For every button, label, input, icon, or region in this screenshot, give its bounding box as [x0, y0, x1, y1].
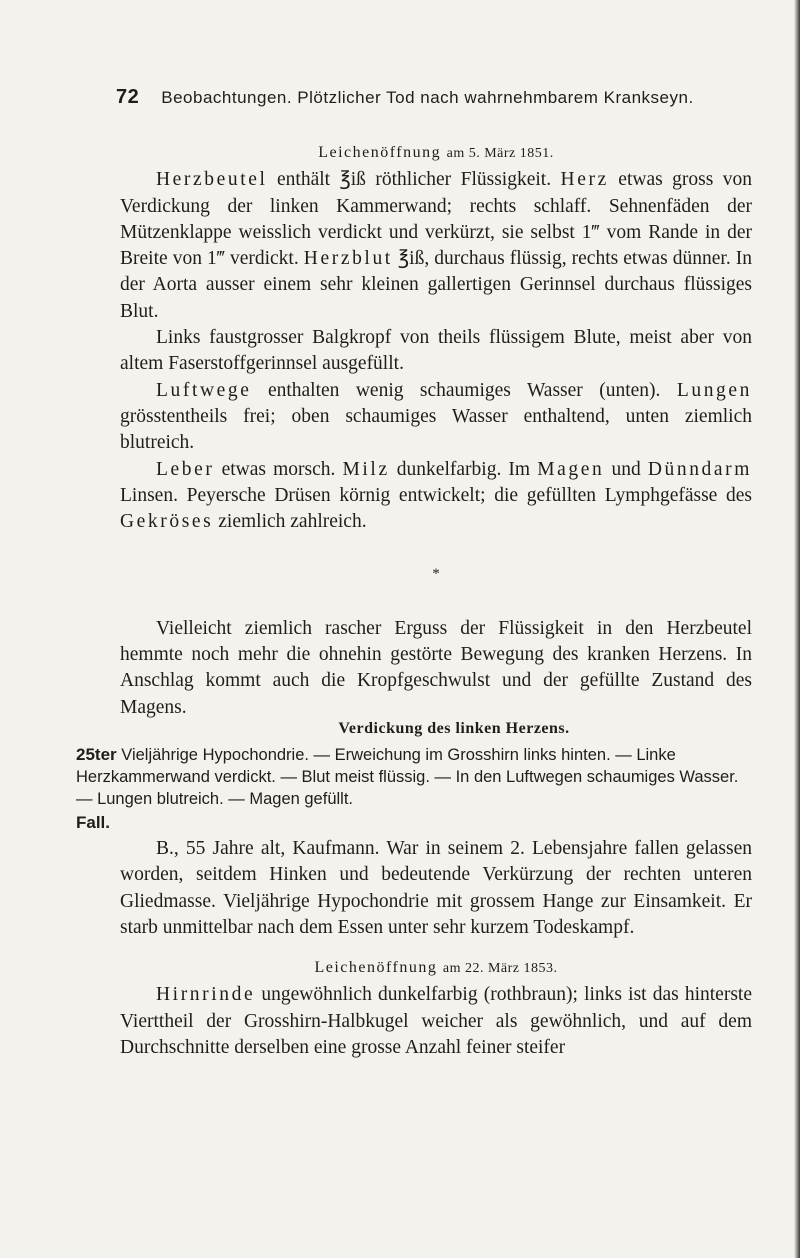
text-run: grösstentheils frei; oben schaumiges Wasser enthaltend, unten ziemlich blutreich. — [120, 405, 752, 454]
emphasized-term: Gekröses — [120, 511, 214, 533]
autopsy-heading-2 — [120, 955, 752, 982]
paragraph-balgkropf — [120, 325, 752, 378]
asterisk-divider: * — [432, 566, 440, 583]
emphasized-term: Leber — [156, 458, 215, 480]
text-run: dunkelfarbig. Im — [389, 458, 538, 480]
text-run: ungewöhnlich dunkelfarbig (rothbraun); links ist das hinterste Vierttheil der Grosshirn-Halbkugel weicher als gewöhnlich, und auf dem Durchschnitte derselben eine grosse Anzahl feiner steifer — [120, 984, 752, 1059]
text-run: enthalten wenig schaumiges Wasser (unten). — [251, 379, 677, 401]
autopsy-heading-1-label: Leichenöffnung — [318, 144, 442, 161]
case-summary — [76, 744, 756, 810]
text-run: ziemlich zahlreich. — [213, 511, 367, 533]
emphasized-term: Herzblut — [303, 248, 393, 270]
emphasized-term: Luftwege — [156, 379, 252, 401]
emphasized-term: Herz — [560, 169, 609, 191]
paragraph-leber — [120, 457, 752, 536]
text-run: etwas morsch. — [214, 458, 343, 480]
emphasized-term: Dünndarm — [647, 458, 753, 480]
text-run: Vielleicht ziemlich rascher Erguss der Flüssigkeit in den Herzbeutel hemmte noch mehr die ohnehin gestörte Bewegung des kranken Herzens. In Anschlag kommt auch die Kropfgeschwulst und der gefüllte Zustand des Magens. — [120, 617, 752, 718]
text-run: und — [604, 458, 648, 480]
text-run: B., 55 Jahre alt, Kaufmann. War in seinem 2. Lebensjahre fallen gelassen worden, seitdem Hinken und bedeutende Verkürzung der rechten unteren Gliedmasse. Vieljährige Hypochondrie mit grossem Hange zur Einsamkeit. Er starb unmittelbar nach dem Essen unter sehr kurzem Todeskampf. — [120, 838, 752, 938]
text-run: enthält ℥iß röthlicher Flüssigkeit. — [267, 169, 561, 191]
autopsy-heading-1 — [120, 140, 752, 167]
section-autopsy-1 — [120, 140, 752, 721]
paragraph-epicrisis — [120, 616, 752, 721]
paragraph-history — [120, 836, 752, 941]
paragraph-herzbeutel — [120, 167, 752, 325]
case-label: Fall. — [76, 813, 111, 832]
autopsy-heading-2-label: Leichenöffnung — [314, 959, 438, 977]
autopsy-heading-2-date: am 22. März 1853. — [442, 961, 558, 977]
running-header — [116, 86, 756, 109]
paragraph-hirnrinde — [120, 982, 752, 1061]
emphasized-term: Lungen — [676, 379, 752, 401]
page-number: 72 — [116, 86, 140, 108]
text-run: ℥iß, durchaus flüssig, rechts etwas dünner. In der Aorta ausser einem sehr kleinen gallertigen Gerinnsel durchaus flüssiges Blut. — [120, 248, 752, 322]
running-title: Beobachtungen. Plötzlicher Tod nach wahrnehmbarem Krankseyn. — [161, 88, 694, 107]
paragraph-luftwege — [120, 378, 752, 457]
case-number: 25ter — [76, 745, 117, 764]
emphasized-term: Herzbeutel — [156, 169, 268, 191]
emphasized-term: Milz — [342, 458, 390, 480]
section-case-25 — [120, 836, 752, 1061]
case-summary-block — [76, 744, 756, 834]
page-edge-shadow — [794, 0, 800, 1258]
text-run: Links faustgrosser Balgkropf von theils flüssigem Blute, meist aber von altem Faserstoffgerinnsel ausgefüllt. — [120, 327, 752, 375]
autopsy-heading-1-date: am 5. März 1851. — [446, 146, 554, 161]
text-run: Linsen. Peyersche Drüsen körnig entwickelt; die gefüllten Lymphgefässe des — [120, 484, 752, 506]
section-title: Verdickung des linken Herzens. — [338, 720, 570, 737]
case-summary-text: Vieljährige Hypochondrie. — Erweichung im Grosshirn links hinten. — Linke Herzkammerwand verdickt. — Blut meist flüssig. — In den Luftwegen schaumiges Wasser. — Lungen blutreich. — Magen gefüllt. — [76, 746, 739, 808]
text-run: etwas gross von Verdickung der linken Kammerwand; rechts schlaff. Sehnenfäden der Mützenklappe weisslich verdickt und verkürzt, sie selbst 1‴ vom Rande in der Breite von 1‴ verdickt. — [120, 169, 752, 270]
emphasized-term: Magen — [537, 458, 605, 480]
emphasized-term: Hirnrinde — [156, 984, 256, 1006]
section-title-block — [120, 716, 752, 742]
